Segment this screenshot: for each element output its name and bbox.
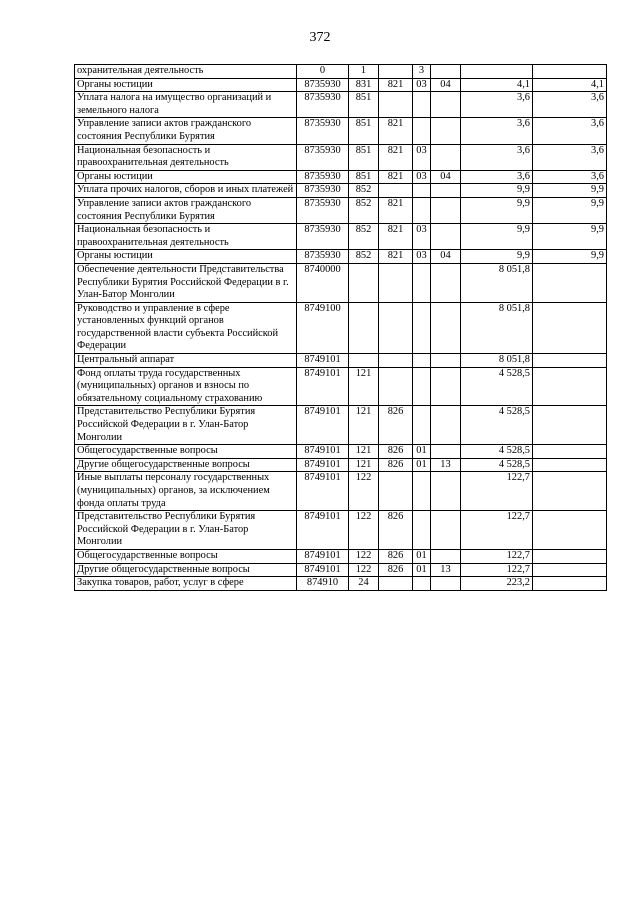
amount-second-cell: 9,9 xyxy=(533,197,607,223)
expense-name-cell: Уплата прочих налогов, сборов и иных платежей xyxy=(75,184,297,198)
administrator-code-cell xyxy=(379,302,413,353)
section-cell: 03 xyxy=(413,170,431,184)
administrator-code-cell: 826 xyxy=(379,445,413,459)
administrator-code-cell: 821 xyxy=(379,118,413,144)
table-row xyxy=(75,511,607,550)
subsection-cell xyxy=(431,92,461,118)
administrator-code-cell: 821 xyxy=(379,197,413,223)
subsection-cell: 04 xyxy=(431,78,461,92)
target-article-cell: 8749100 xyxy=(297,302,349,353)
amount-second-cell: 3,6 xyxy=(533,118,607,144)
amount-second-cell: 9,9 xyxy=(533,250,607,264)
section-cell xyxy=(413,184,431,198)
expense-type-cell: 851 xyxy=(349,144,379,170)
table-row xyxy=(75,549,607,563)
target-article-cell: 8735930 xyxy=(297,250,349,264)
amount-cell: 122,7 xyxy=(461,472,533,511)
amount-cell: 8 051,8 xyxy=(461,263,533,302)
subsection-cell xyxy=(431,577,461,591)
subsection-cell xyxy=(431,406,461,445)
target-article-cell: 8740000 xyxy=(297,263,349,302)
subsection-cell: 04 xyxy=(431,250,461,264)
table-row xyxy=(75,92,607,118)
table-row xyxy=(75,170,607,184)
section-cell xyxy=(413,92,431,118)
amount-second-cell: 3,6 xyxy=(533,170,607,184)
subsection-cell xyxy=(431,367,461,406)
expense-type-cell xyxy=(349,354,379,368)
amount-cell: 8 051,8 xyxy=(461,354,533,368)
administrator-code-cell: 826 xyxy=(379,563,413,577)
section-cell: 03 xyxy=(413,224,431,250)
table-row xyxy=(75,458,607,472)
target-article-cell: 8749101 xyxy=(297,511,349,550)
expense-name-cell: Обеспечение деятельности Представительства Республики Бурятия Российской Федерации в г. Улан-Батор Монголии xyxy=(75,263,297,302)
table-row xyxy=(75,144,607,170)
amount-second-cell xyxy=(533,302,607,353)
expense-type-cell: 851 xyxy=(349,92,379,118)
target-article-cell: 8735930 xyxy=(297,78,349,92)
amount-second-cell xyxy=(533,511,607,550)
section-cell xyxy=(413,472,431,511)
subsection-cell xyxy=(431,472,461,511)
section-cell xyxy=(413,577,431,591)
amount-second-cell xyxy=(533,563,607,577)
table-row xyxy=(75,445,607,459)
amount-cell: 8 051,8 xyxy=(461,302,533,353)
amount-cell: 4,1 xyxy=(461,78,533,92)
amount-second-cell: 9,9 xyxy=(533,224,607,250)
expense-type-cell: 121 xyxy=(349,445,379,459)
expense-type-cell: 121 xyxy=(349,367,379,406)
section-cell: 01 xyxy=(413,549,431,563)
administrator-code-cell: 821 xyxy=(379,78,413,92)
amount-cell: 223,2 xyxy=(461,577,533,591)
subsection-cell xyxy=(431,302,461,353)
amount-cell: 3,6 xyxy=(461,92,533,118)
administrator-code-cell xyxy=(379,354,413,368)
amount-cell: 4 528,5 xyxy=(461,406,533,445)
expense-name-cell: Управление записи актов гражданского состояния Республики Бурятия xyxy=(75,197,297,223)
amount-cell: 9,9 xyxy=(461,250,533,264)
section-cell xyxy=(413,302,431,353)
expense-name-cell: Представительство Республики Бурятия Российской Федерации в г. Улан-Батор Монголии xyxy=(75,406,297,445)
administrator-code-cell xyxy=(379,65,413,79)
amount-cell: 9,9 xyxy=(461,224,533,250)
subsection-cell: 13 xyxy=(431,458,461,472)
administrator-code-cell: 821 xyxy=(379,144,413,170)
amount-second-cell: 3,6 xyxy=(533,144,607,170)
amount-cell: 9,9 xyxy=(461,197,533,223)
administrator-code-cell xyxy=(379,577,413,591)
table-row xyxy=(75,302,607,353)
administrator-code-cell: 826 xyxy=(379,458,413,472)
administrator-code-cell: 826 xyxy=(379,406,413,445)
table-row xyxy=(75,118,607,144)
amount-second-cell xyxy=(533,406,607,445)
target-article-cell: 8735930 xyxy=(297,118,349,144)
table-row xyxy=(75,78,607,92)
target-article-cell: 8749101 xyxy=(297,472,349,511)
subsection-cell xyxy=(431,118,461,144)
amount-second-cell xyxy=(533,367,607,406)
expense-type-cell xyxy=(349,263,379,302)
subsection-cell xyxy=(431,263,461,302)
expense-type-cell: 852 xyxy=(349,250,379,264)
expense-type-cell: 122 xyxy=(349,549,379,563)
section-cell: 03 xyxy=(413,144,431,170)
expense-type-cell: 121 xyxy=(349,406,379,445)
subsection-cell: 04 xyxy=(431,170,461,184)
amount-second-cell xyxy=(533,354,607,368)
amount-cell: 122,7 xyxy=(461,563,533,577)
section-cell xyxy=(413,354,431,368)
administrator-code-cell: 821 xyxy=(379,224,413,250)
section-cell xyxy=(413,263,431,302)
expense-name-cell: Органы юстиции xyxy=(75,78,297,92)
expense-name-cell: Иные выплаты персоналу государственных (муниципальных) органов, за исключением фонда оплаты труда xyxy=(75,472,297,511)
amount-cell: 3,6 xyxy=(461,170,533,184)
table-row xyxy=(75,224,607,250)
target-article-cell: 874910 xyxy=(297,577,349,591)
expense-name-cell: Национальная безопасность и правоохранительная деятельность xyxy=(75,144,297,170)
section-cell: 01 xyxy=(413,563,431,577)
amount-cell: 4 528,5 xyxy=(461,367,533,406)
expense-name-cell: Другие общегосударственные вопросы xyxy=(75,563,297,577)
table-row xyxy=(75,197,607,223)
expense-name-cell: Руководство и управление в сфере установленных функций органов государственной власти субъекта Российской Федерации xyxy=(75,302,297,353)
section-cell xyxy=(413,511,431,550)
expense-type-cell: 1 xyxy=(349,65,379,79)
target-article-cell: 8735930 xyxy=(297,144,349,170)
amount-second-cell: 3,6 xyxy=(533,92,607,118)
expense-type-cell: 831 xyxy=(349,78,379,92)
section-cell: 03 xyxy=(413,250,431,264)
amount-second-cell xyxy=(533,263,607,302)
section-cell xyxy=(413,197,431,223)
amount-second-cell xyxy=(533,549,607,563)
target-article-cell: 8749101 xyxy=(297,367,349,406)
administrator-code-cell: 821 xyxy=(379,250,413,264)
expense-type-cell: 24 xyxy=(349,577,379,591)
amount-cell: 4 528,5 xyxy=(461,445,533,459)
expense-name-cell: охранительная деятельность xyxy=(75,65,297,79)
budget-table-body xyxy=(75,65,607,591)
expense-type-cell: 121 xyxy=(349,458,379,472)
target-article-cell: 8735930 xyxy=(297,170,349,184)
expense-name-cell: Общегосударственные вопросы xyxy=(75,445,297,459)
target-article-cell: 8735930 xyxy=(297,197,349,223)
amount-cell: 3,6 xyxy=(461,144,533,170)
expense-type-cell: 122 xyxy=(349,563,379,577)
expense-type-cell: 852 xyxy=(349,184,379,198)
target-article-cell: 8749101 xyxy=(297,354,349,368)
section-cell: 01 xyxy=(413,445,431,459)
amount-second-cell xyxy=(533,577,607,591)
subsection-cell xyxy=(431,549,461,563)
administrator-code-cell xyxy=(379,472,413,511)
page-number: 372 xyxy=(309,30,331,45)
section-cell xyxy=(413,406,431,445)
target-article-cell: 8749101 xyxy=(297,445,349,459)
amount-cell: 9,9 xyxy=(461,184,533,198)
table-row xyxy=(75,563,607,577)
expense-type-cell: 852 xyxy=(349,197,379,223)
target-article-cell: 8735930 xyxy=(297,184,349,198)
target-article-cell: 8749101 xyxy=(297,406,349,445)
budget-table xyxy=(74,64,607,591)
table-row xyxy=(75,250,607,264)
section-cell xyxy=(413,118,431,144)
amount-second-cell xyxy=(533,65,607,79)
subsection-cell xyxy=(431,354,461,368)
administrator-code-cell xyxy=(379,92,413,118)
amount-cell xyxy=(461,65,533,79)
amount-cell: 122,7 xyxy=(461,549,533,563)
table-row xyxy=(75,472,607,511)
administrator-code-cell xyxy=(379,184,413,198)
expense-type-cell: 852 xyxy=(349,224,379,250)
expense-type-cell: 122 xyxy=(349,511,379,550)
subsection-cell xyxy=(431,65,461,79)
target-article-cell: 8735930 xyxy=(297,224,349,250)
section-cell: 01 xyxy=(413,458,431,472)
expense-name-cell: Национальная безопасность и правоохранительная деятельность xyxy=(75,224,297,250)
subsection-cell xyxy=(431,144,461,170)
subsection-cell: 13 xyxy=(431,563,461,577)
expense-name-cell: Представительство Республики Бурятия Российской Федерации в г. Улан-Батор Монголии xyxy=(75,511,297,550)
table-row xyxy=(75,577,607,591)
expense-name-cell: Органы юстиции xyxy=(75,250,297,264)
expense-name-cell: Органы юстиции xyxy=(75,170,297,184)
table-row xyxy=(75,184,607,198)
table-row xyxy=(75,406,607,445)
section-cell: 3 xyxy=(413,65,431,79)
subsection-cell xyxy=(431,511,461,550)
expense-name-cell: Уплата налога на имущество организаций и земельного налога xyxy=(75,92,297,118)
amount-cell: 3,6 xyxy=(461,118,533,144)
amount-cell: 122,7 xyxy=(461,511,533,550)
table-row xyxy=(75,263,607,302)
subsection-cell xyxy=(431,184,461,198)
target-article-cell: 0 xyxy=(297,65,349,79)
amount-second-cell xyxy=(533,472,607,511)
target-article-cell: 8749101 xyxy=(297,563,349,577)
expense-type-cell: 851 xyxy=(349,170,379,184)
target-article-cell: 8749101 xyxy=(297,549,349,563)
subsection-cell xyxy=(431,224,461,250)
table-row xyxy=(75,354,607,368)
subsection-cell xyxy=(431,197,461,223)
expense-name-cell: Общегосударственные вопросы xyxy=(75,549,297,563)
expense-name-cell: Закупка товаров, работ, услуг в сфере xyxy=(75,577,297,591)
table-row xyxy=(75,65,607,79)
target-article-cell: 8749101 xyxy=(297,458,349,472)
section-cell xyxy=(413,367,431,406)
administrator-code-cell: 826 xyxy=(379,511,413,550)
amount-second-cell xyxy=(533,458,607,472)
target-article-cell: 8735930 xyxy=(297,92,349,118)
section-cell: 03 xyxy=(413,78,431,92)
administrator-code-cell xyxy=(379,367,413,406)
amount-cell: 4 528,5 xyxy=(461,458,533,472)
administrator-code-cell: 826 xyxy=(379,549,413,563)
table-row xyxy=(75,367,607,406)
administrator-code-cell: 821 xyxy=(379,170,413,184)
amount-second-cell: 9,9 xyxy=(533,184,607,198)
expense-name-cell: Центральный аппарат xyxy=(75,354,297,368)
administrator-code-cell xyxy=(379,263,413,302)
expense-name-cell: Фонд оплаты труда государственных (муниципальных) органов и взносы по обязательному социальному страхованию xyxy=(75,367,297,406)
expense-name-cell: Управление записи актов гражданского состояния Республики Бурятия xyxy=(75,118,297,144)
expense-type-cell xyxy=(349,302,379,353)
expense-name-cell: Другие общегосударственные вопросы xyxy=(75,458,297,472)
subsection-cell xyxy=(431,445,461,459)
expense-type-cell: 851 xyxy=(349,118,379,144)
expense-type-cell: 122 xyxy=(349,472,379,511)
amount-second-cell xyxy=(533,445,607,459)
amount-second-cell: 4,1 xyxy=(533,78,607,92)
